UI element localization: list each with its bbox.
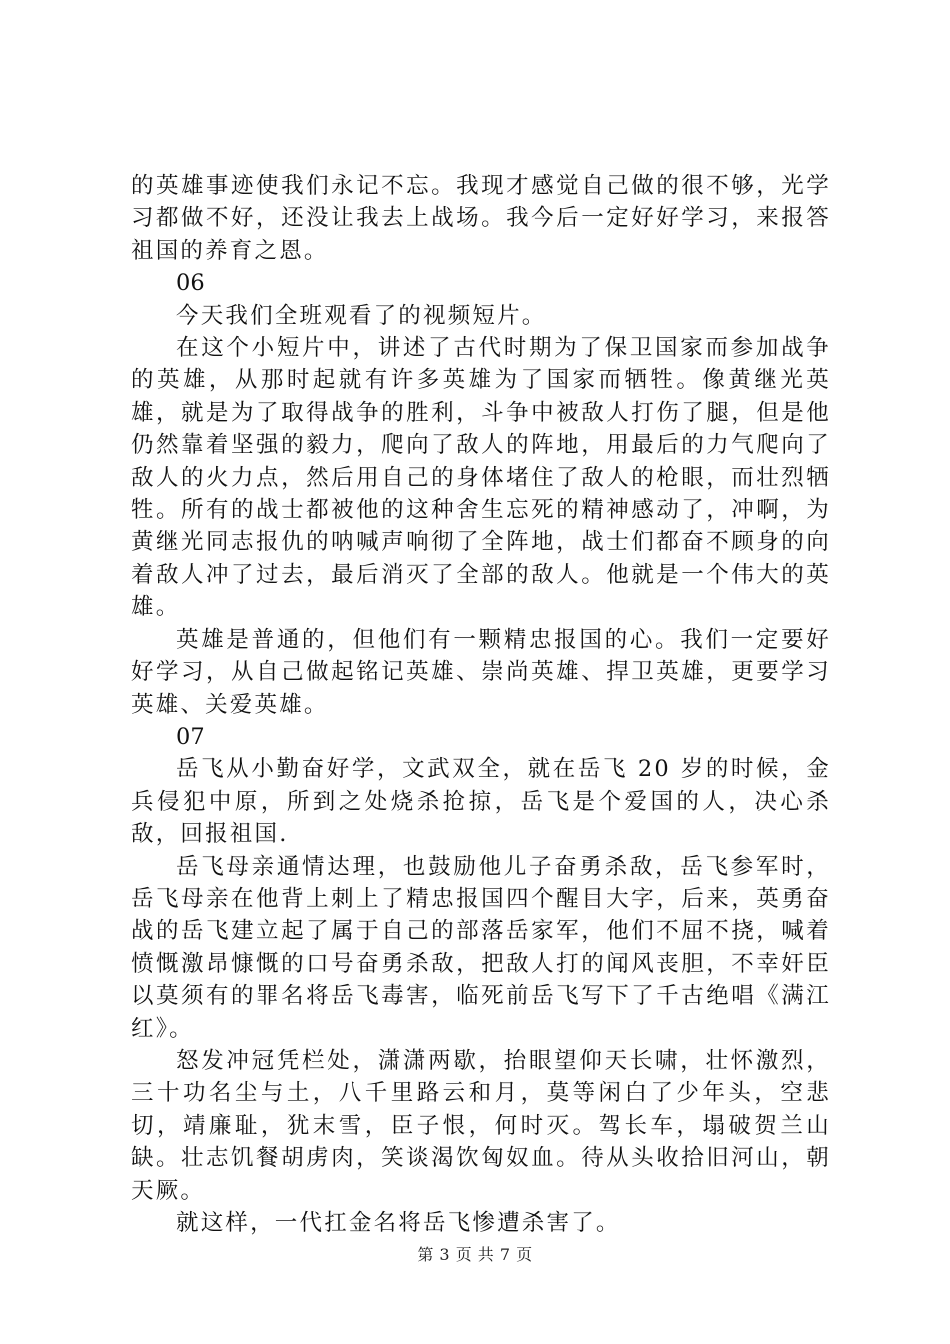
paragraph: 岳飞从小勤奋好学，文武双全，就在岳飞 20 岁的时候，金兵侵犯中原，所到之处烧杀抢掠，岳飞是个爱国的人，决心杀敌，回报祖国. [131, 756, 831, 848]
section-number: 07 [176, 723, 205, 750]
paragraph: 在这个小短片中，讲述了古代时期为了保卫国家而参加战争的英雄，从那时起就有许多英雄为了国家而牺牲。像黄继光英雄，就是为了取得战争的胜利，斗争中被敌人打伤了腿，但是他仍然靠着坚强的毅力，爬向了敌人的阵地，用最后的力气爬向了敌人的火力点，然后用自己的身体堵住了敌人的枪眼，而壮烈牺牲。所有的战士都被他的这种舍生忘死的精神感动了，冲啊，为黄继光同志报仇的呐喊声响彻了全阵地，战士们都奋不顾身的向着敌人冲了过去，最后消灭了全部的敌人。他就是一个伟大的英雄。 [131, 335, 831, 621]
document-body [131, 170, 831, 1239]
section-number: 06 [176, 270, 205, 297]
paragraph: 的英雄事迹使我们永记不忘。我现才感觉自己做的很不够，光学习都做不好，还没让我去上战场。我今后一定好好学习，来报答祖国的养育之恩。 [131, 173, 831, 264]
paragraph: 今天我们全班观看了的视频短片。 [176, 302, 547, 329]
paragraph: 英雄是普通的，但他们有一颗精忠报国的心。我们一定要好好学习，从自己做起铭记英雄、崇尚英雄、捍卫英雄，更要学习英雄、关爱英雄。 [131, 626, 831, 718]
page-footer: 第 3 页 共 7 页 [417, 1245, 533, 1264]
paragraph: 怒发冲冠凭栏处，潇潇两歇，抬眼望仰天长啸，壮怀激烈，三十功名尘与土，八千里路云和月，莫等闲白了少年头，空悲切，靖廉耻，犹末雪，臣子恨，何时灭。驾长车，塌破贺兰山缺。壮志饥餐胡虏肉，笑谈渴饮匈奴血。待从头收拾旧河山，朝天厥。 [131, 1047, 831, 1204]
paragraph: 就这样，一代扛金名将岳飞惨遭杀害了。 [176, 1210, 621, 1236]
paragraph: 岳飞母亲通情达理，也鼓励他儿子奋勇杀敌，岳飞参军时，岳飞母亲在他背上刺上了精忠报国四个醒目大字，后来，英勇奋战的岳飞建立起了属于自己的部落岳家军，他们不屈不挠，喊着愤慨激昂慷慨的口号奋勇杀敌，把敌人打的闻风丧胆，不幸奸臣以莫须有的罪名将岳飞毒害，临死前岳飞写下了千古绝唱《满江红》。 [131, 853, 831, 1042]
